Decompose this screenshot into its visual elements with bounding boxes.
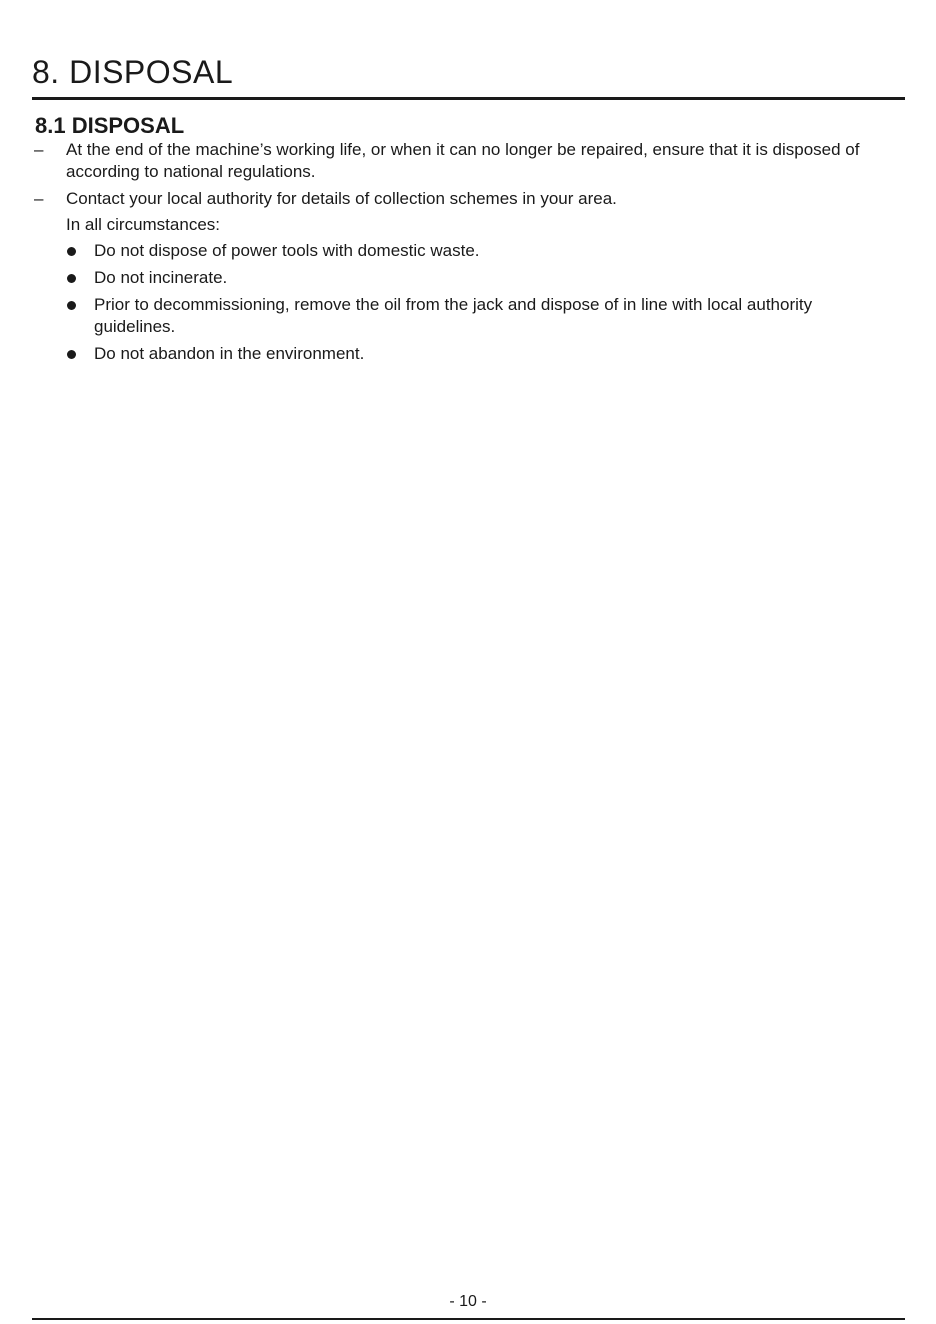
bullet-dot-icon — [67, 350, 76, 359]
section-title: 8.1 DISPOSAL — [35, 113, 185, 138]
bullet-dot-icon — [67, 247, 76, 256]
bullet-dot-icon — [67, 301, 76, 310]
dash-marker: – — [34, 189, 44, 208]
bullet-dot-icon — [67, 274, 76, 283]
dash-item-end-of-life: At the end of the machine’s working life, or when it can no longer be repaired, ensure that it is disposed of according to national regulations. — [66, 140, 860, 181]
dash-item-local-authority: Contact your local authority for details of collection schemes in your area. — [66, 189, 617, 208]
bullet-item-remove-oil: Prior to decommissioning, remove the oil from the jack and dispose of in line with local authority guidelines. — [94, 295, 813, 336]
bullet-item-incinerate: Do not incinerate. — [94, 268, 228, 287]
heading-divider — [32, 97, 905, 100]
bullet-item-domestic-waste: Do not dispose of power tools with domestic waste. — [94, 241, 480, 260]
circumstances-label: In all circumstances: — [66, 215, 220, 234]
page-heading: 8. DISPOSAL — [32, 54, 234, 90]
footer-divider — [32, 1318, 905, 1320]
bullet-item-abandon: Do not abandon in the environment. — [94, 344, 365, 363]
page-number: - 10 - — [449, 1293, 487, 1310]
dash-marker: – — [34, 140, 44, 159]
